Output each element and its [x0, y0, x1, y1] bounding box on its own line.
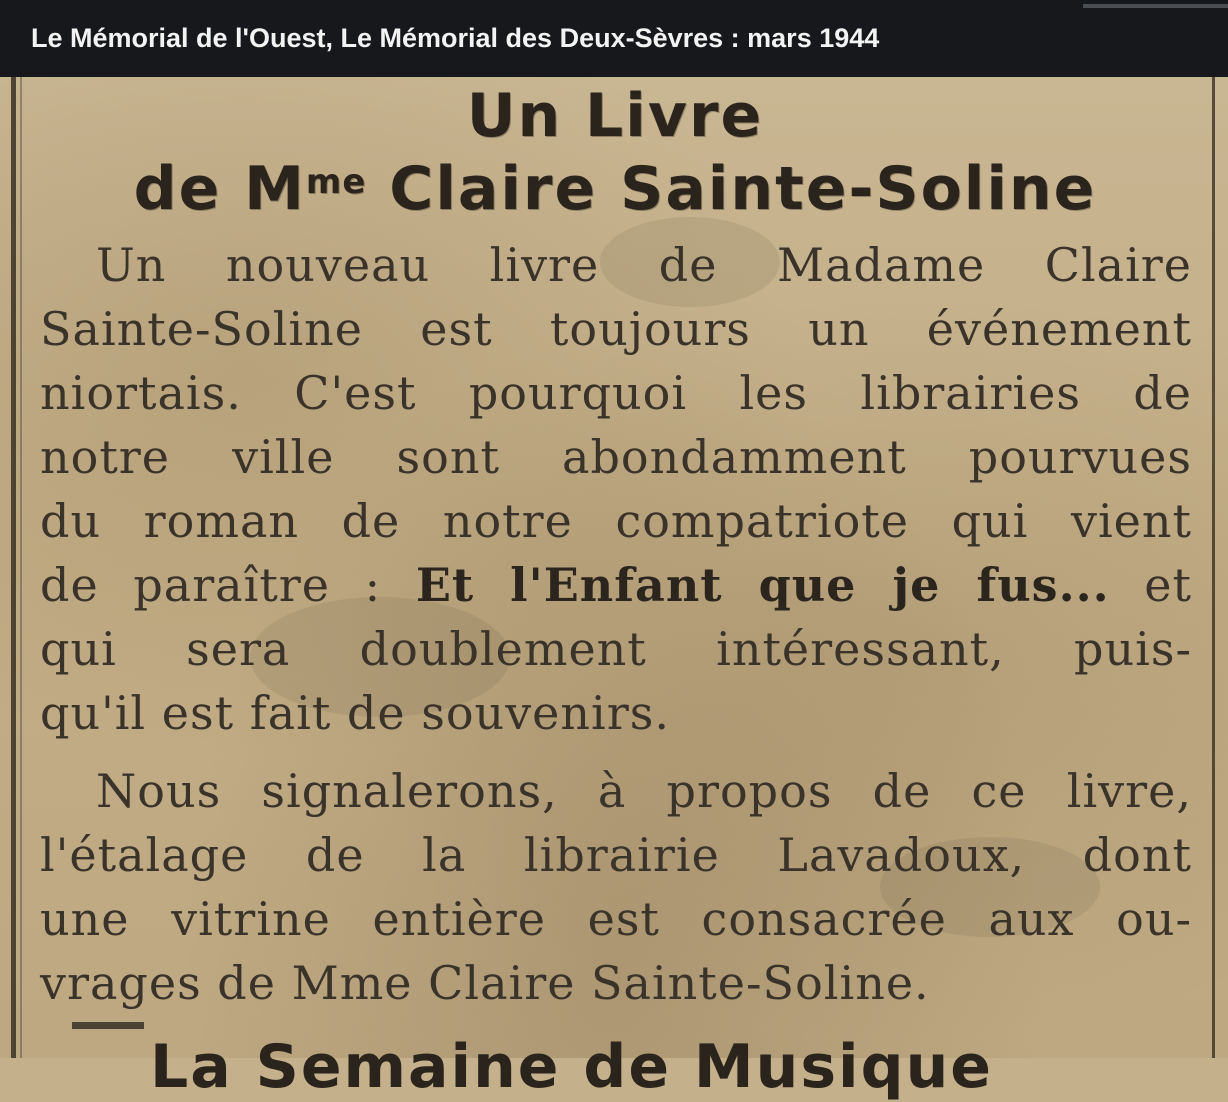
paragraph2-line2: l'étalage de la librairie Lavadoux, dont	[40, 828, 1192, 882]
paragraph1-line5: du roman de notre compatriote qui vient	[40, 494, 1192, 548]
column-rule-right	[1212, 77, 1215, 1058]
paragraph1-line1: Un nouveau livre de Madame Claire	[96, 238, 1192, 292]
paragraph2-line1: Nous signalerons, à propos de ce livre,	[96, 764, 1192, 818]
paragraph1-line4: notre ville sont abondamment pourvues	[40, 430, 1192, 484]
headline-prefix: de M	[133, 154, 306, 224]
next-article-headline: La Semaine de Musique	[150, 1032, 993, 1102]
paragraph1-line7: qui sera doublement intéressant, puis-	[40, 622, 1192, 676]
article-headline-line2	[30, 145, 1200, 226]
paragraph2-line4: vrages de Mme Claire Sainte-Soline.	[40, 956, 930, 1010]
paragraph1-line3: niortais. C'est pourquoi les librairies de	[40, 366, 1192, 420]
title-bar-accent	[1083, 4, 1228, 8]
book-title: Et l'Enfant que je fus...	[415, 558, 1110, 612]
line6-text-before: de paraître :	[40, 558, 416, 612]
paragraph1-line8: qu'il est fait de souvenirs.	[40, 686, 670, 740]
column-rule-left-inner	[20, 77, 22, 1058]
document-title: Le Mémorial de l'Ouest, Le Mémorial des Deux-Sèvres : mars 1944	[0, 0, 1228, 77]
paragraph1-line6	[40, 553, 1192, 617]
headline-superscript: me	[305, 162, 367, 202]
article-headline-line1: Un Livre	[466, 81, 764, 151]
paragraph2-line3: une vitrine entière est consacrée aux ou-	[40, 892, 1192, 946]
newspaper-scan	[0, 77, 1228, 1102]
paragraph1-line2: Sainte-Soline est toujours un événement	[40, 302, 1192, 356]
article-separator	[72, 1022, 144, 1029]
column-rule-left	[11, 77, 16, 1058]
headline-suffix: Claire Sainte-Soline	[366, 154, 1097, 224]
line6-text-after: et	[1109, 558, 1192, 612]
